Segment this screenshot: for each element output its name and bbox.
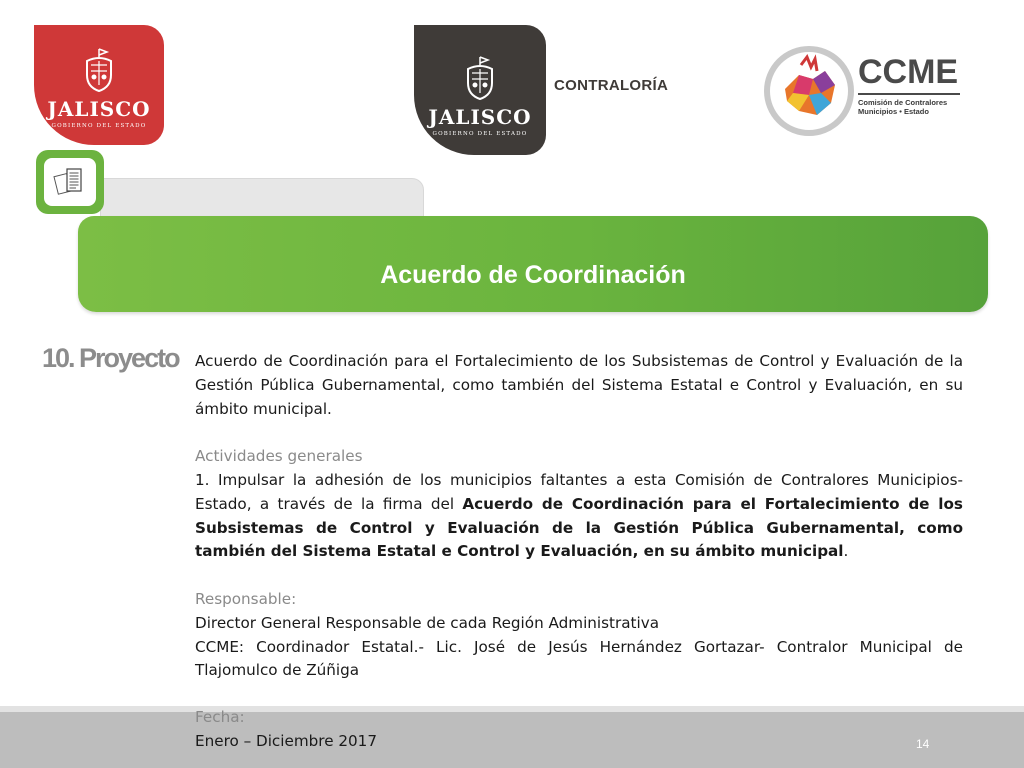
ccme-subtitle <box>858 98 968 117</box>
jalisco-logo <box>34 25 164 145</box>
jalisco-subtitle: GOBIERNO DEL ESTADO <box>432 131 528 137</box>
responsable-line-2: CCME: Coordinador Estatal.- Lic. José de Jesús Hernández Gortazar- Contralor Municipal de Tlajomulco de Zúñiga <box>195 637 963 680</box>
activity-end: . <box>843 542 849 561</box>
section-number: 10. Proyecto <box>42 343 179 373</box>
contraloria-wordmark: CONTRALORÍA <box>554 77 669 94</box>
jalisco-wordmark: JALISCO <box>428 105 532 129</box>
ccme-divider <box>858 93 960 95</box>
documents-icon <box>53 166 87 198</box>
fecha-value: Enero – Diciembre 2017 <box>195 732 378 750</box>
fecha-label: Fecha: <box>195 708 245 726</box>
jalisco-contraloria-logo <box>414 25 546 155</box>
coat-of-arms-icon <box>462 55 498 101</box>
responsable-line-1: Director General Responsable de cada Región Administrativa <box>195 613 660 632</box>
ccme-wordmark: CCME <box>858 53 959 91</box>
activity-item <box>195 469 963 564</box>
activities-label: Actividades generales <box>195 447 363 466</box>
section-body <box>195 350 963 683</box>
ccme-subtitle-line-2: Municipios • Estado <box>858 107 929 117</box>
page-number: 14 <box>916 737 930 751</box>
footer-bar <box>0 712 1024 768</box>
jalisco-wordmark: JALISCO <box>47 97 151 121</box>
responsable-label: Responsable: <box>195 589 297 608</box>
ccme-emblem-icon <box>763 45 855 137</box>
activity-bold-text: Acuerdo de Coordinación para el Fortalecimiento de los Subsistemas de Control y Evaluación de la Gestión Pública Gubernamental, como también del Sistema Estatal e Control y Evaluación, en su ámbito municipal <box>195 494 963 561</box>
coat-of-arms-icon <box>81 47 117 93</box>
jalisco-subtitle: GOBIERNO DEL ESTADO <box>51 123 147 129</box>
intro-paragraph: Acuerdo de Coordinación para el Fortalecimiento de los Subsistemas de Control y Evaluación de la Gestión Pública Gubernamental, como también del Sistema Estatal e Control y Evaluación, en su ámbito municipal. <box>195 352 963 418</box>
document-tab <box>36 150 104 214</box>
activity-text: 1. Impulsar la adhesión de los municipios faltantes a esta Comisión de Contralores Municipios-Estado, a través de la firma del <box>195 470 963 513</box>
page-title: Acuerdo de Coordinación <box>380 261 686 289</box>
ccme-subtitle-line-1: Comisión de Contralores <box>858 98 948 107</box>
